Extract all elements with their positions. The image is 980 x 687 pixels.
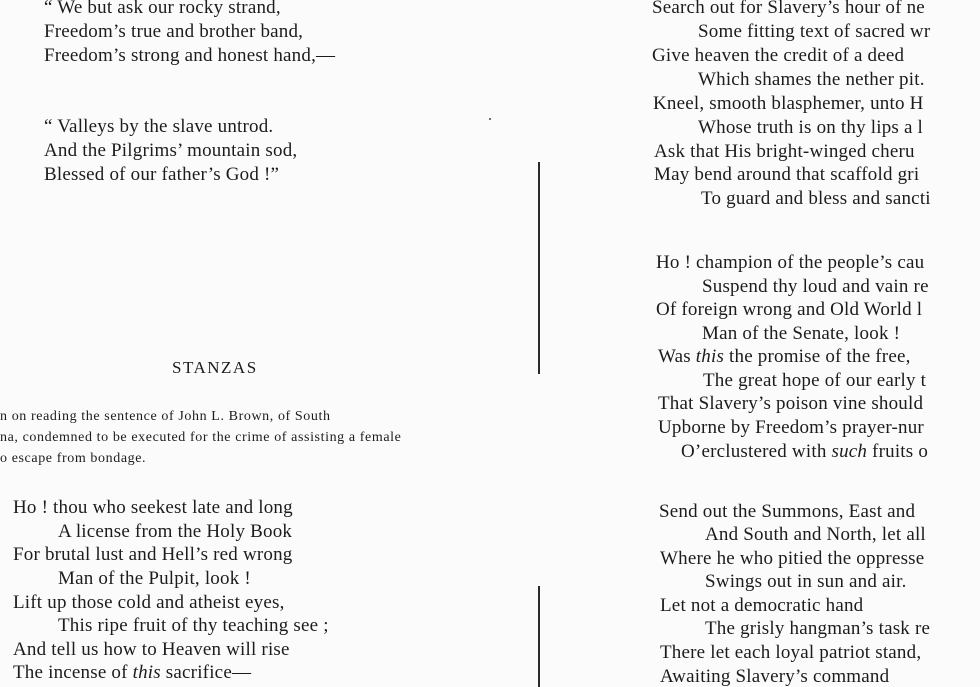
text-fragment: sacrifice— <box>160 662 252 683</box>
poem-line: Swings out in sun and air. <box>705 571 907 592</box>
poem-line <box>13 661 251 685</box>
text-fragment: fruits o <box>867 441 929 462</box>
italic-word: such <box>831 441 868 462</box>
poem-line: Where he who pitied the oppresse <box>660 548 925 569</box>
poem-line: A license from the Holy Book <box>58 521 293 542</box>
poem-line: Lift up those cold and atheist eyes, <box>13 592 285 613</box>
poem-line: And South and North, let all <box>705 524 926 545</box>
italic-word: this <box>132 662 161 683</box>
poem-line: Freedom’s strong and honest hand,— <box>44 45 336 66</box>
headnote-line: n on reading the sentence of John L. Brown, of South <box>0 409 331 424</box>
poem-line: Blessed of our father’s God !” <box>44 164 280 185</box>
right-page <box>541 0 980 687</box>
poem-line: Whose truth is on thy lips a l <box>698 117 924 138</box>
poem-line <box>658 345 911 369</box>
poem-line: Awaiting Slavery’s command <box>660 666 890 687</box>
poem-line: Man of the Pulpit, look ! <box>58 568 251 589</box>
page-gutter-line <box>538 162 540 374</box>
poem-line: And tell us how to Heaven will rise <box>13 639 290 660</box>
poem-line: “ Valleys by the slave untrod. <box>44 116 274 137</box>
text-fragment: the promise of the free, <box>724 346 911 367</box>
poem-line: Search out for Slavery’s hour of ne <box>652 0 925 18</box>
poem-line: This ripe fruit of thy teaching see ; <box>58 615 329 636</box>
poem-line: The grisly hangman’s task re <box>705 618 931 639</box>
text-fragment: Was <box>658 346 696 367</box>
text-fragment: The incense of <box>13 662 133 683</box>
poem-line: Ho ! champion of the people’s cau <box>656 252 925 273</box>
poem-line: Let not a democratic hand <box>660 595 864 616</box>
headnote-line: o escape from bondage. <box>0 451 147 466</box>
poem-line: For brutal lust and Hell’s red wrong <box>13 544 293 565</box>
poem-line: And the Pilgrims’ mountain sod, <box>44 140 298 161</box>
page-gutter-line <box>538 586 540 687</box>
poem-title: STANZAS <box>172 358 258 377</box>
poem-line: Kneel, smooth blasphemer, unto H <box>653 93 924 114</box>
poem-line: Which shames the nether pit. <box>698 69 925 90</box>
poem-line: Man of the Senate, look ! <box>702 323 901 344</box>
poem-line: Freedom’s true and brother band, <box>44 21 304 42</box>
headnote-line: na, condemned to be executed for the crime of assisting a female <box>0 430 402 445</box>
poem-line: The great hope of our early t <box>703 370 927 391</box>
poem-line: Upborne by Freedom’s prayer-nur <box>658 417 924 438</box>
poem-line: Some fitting text of sacred wr <box>698 21 931 42</box>
poem-line: That Slavery’s poison vine should <box>658 393 924 414</box>
print-speck <box>489 118 491 120</box>
poem-line: Send out the Summons, East and <box>659 501 916 522</box>
poem-line: May bend around that scaffold gri <box>654 164 920 185</box>
poem-line: There let each loyal patriot stand, <box>660 642 922 663</box>
poem-line: Of foreign wrong and Old World l <box>656 299 923 320</box>
poem-line: To guard and bless and sancti <box>701 188 931 209</box>
poem-line <box>681 440 928 464</box>
poem-line: “ We but ask our rocky strand, <box>44 0 281 18</box>
poem-line: Ask that His bright-winged cheru <box>654 141 915 162</box>
poem-line: Suspend thy loud and vain re <box>702 276 929 297</box>
italic-word: this <box>695 346 725 367</box>
poem-line: Give heaven the credit of a deed <box>652 45 905 66</box>
poem-line: Ho ! thou who seekest late and long <box>13 497 293 518</box>
text-fragment: O’erclustered with <box>681 441 832 462</box>
